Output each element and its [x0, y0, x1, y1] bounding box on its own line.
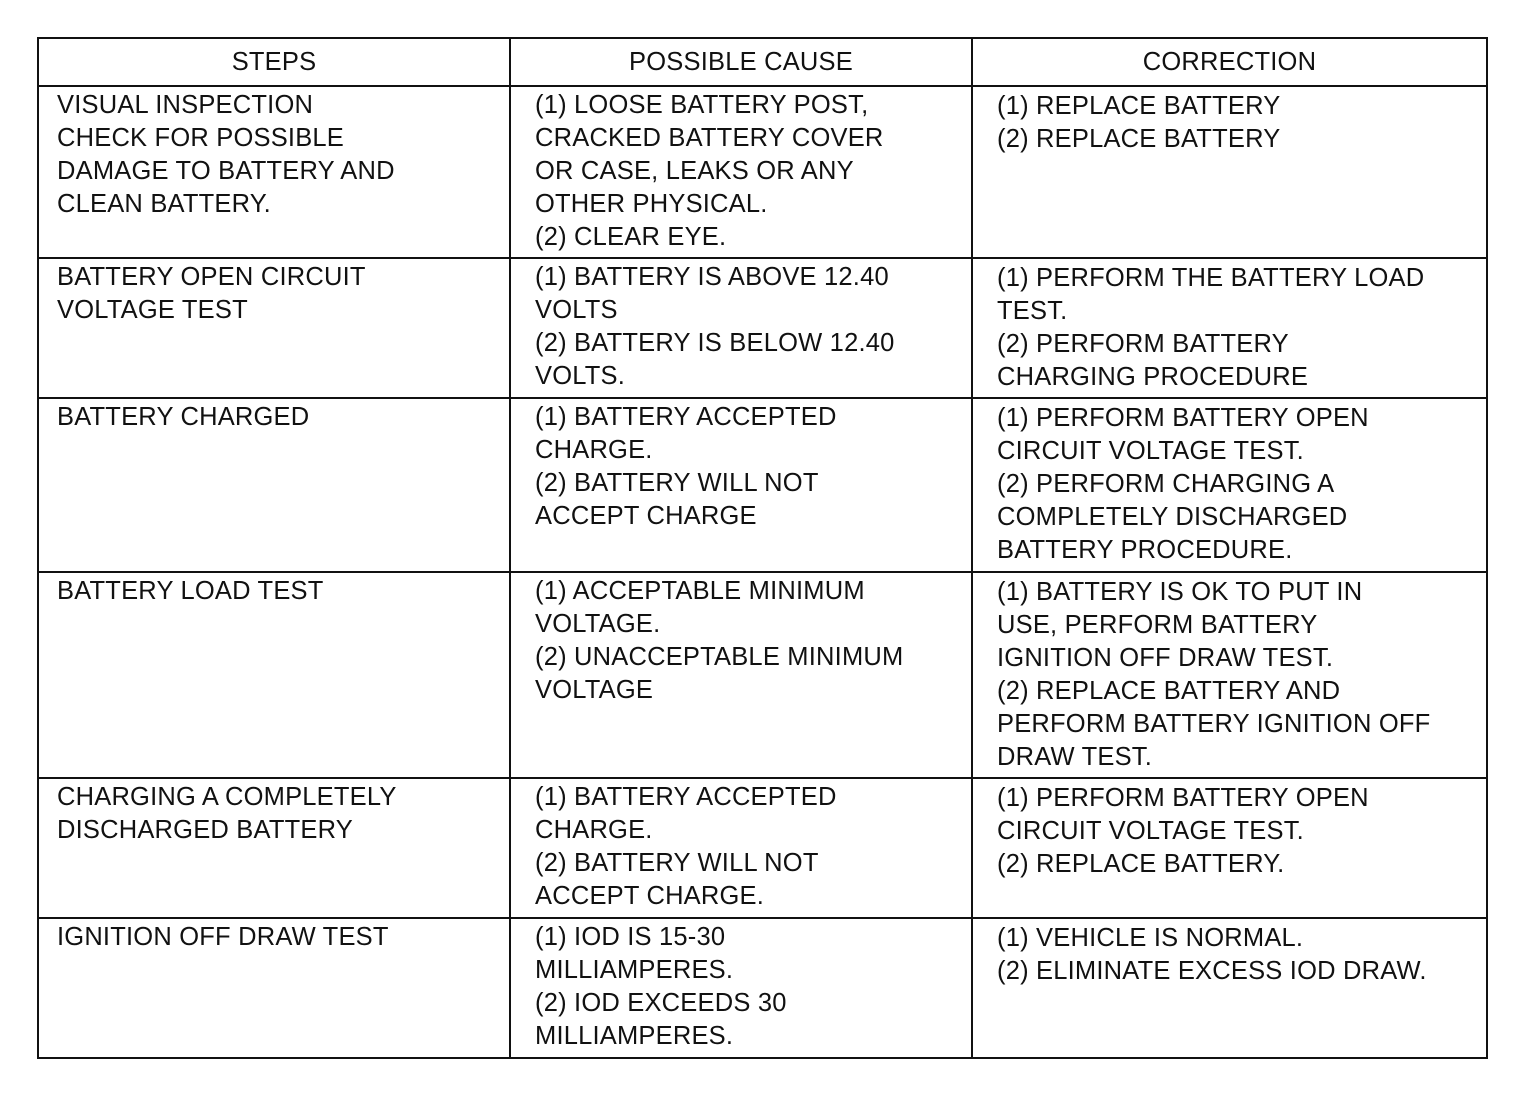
table-row [38, 572, 1487, 778]
table-row [38, 778, 1487, 918]
table-header [38, 38, 1487, 86]
step-cell: BATTERY OPEN CIRCUIT VOLTAGE TEST [38, 258, 510, 398]
possible-cause-cell: (1) IOD IS 15-30 MILLIAMPERES. (2) IOD EXCEEDS 30 MILLIAMPERES. [510, 918, 972, 1058]
possible-cause-cell: (1) BATTERY ACCEPTED CHARGE. (2) BATTERY WILL NOT ACCEPT CHARGE [510, 398, 972, 572]
step-cell: BATTERY CHARGED [38, 398, 510, 572]
header-row [38, 38, 1487, 86]
step-cell: IGNITION OFF DRAW TEST [38, 918, 510, 1058]
possible-cause-cell: (1) LOOSE BATTERY POST, CRACKED BATTERY COVER OR CASE, LEAKS OR ANY OTHER PHYSICAL. (2) CLEAR EYE. [510, 86, 972, 258]
correction-cell: (1) PERFORM BATTERY OPEN CIRCUIT VOLTAGE TEST. (2) PERFORM CHARGING A COMPLETELY DISCHARGED BATTERY PROCEDURE. [972, 398, 1487, 572]
step-cell: VISUAL INSPECTION CHECK FOR POSSIBLE DAMAGE TO BATTERY AND CLEAN BATTERY. [38, 86, 510, 258]
table-row [38, 86, 1487, 258]
header-steps: STEPS [38, 38, 510, 86]
possible-cause-cell: (1) ACCEPTABLE MINIMUM VOLTAGE. (2) UNACCEPTABLE MINIMUM VOLTAGE [510, 572, 972, 778]
header-correction: CORRECTION [972, 38, 1487, 86]
correction-cell: (1) BATTERY IS OK TO PUT IN USE, PERFORM BATTERY IGNITION OFF DRAW TEST. (2) REPLACE BATTERY AND PERFORM BATTERY IGNITION OFF DRAW TEST. [972, 572, 1487, 778]
battery-diagnosis-table [37, 37, 1488, 1059]
step-cell: CHARGING A COMPLETELY DISCHARGED BATTERY [38, 778, 510, 918]
table-row [38, 258, 1487, 398]
table-row [38, 398, 1487, 572]
correction-cell: (1) VEHICLE IS NORMAL. (2) ELIMINATE EXCESS IOD DRAW. [972, 918, 1487, 1058]
possible-cause-cell: (1) BATTERY IS ABOVE 12.40 VOLTS (2) BATTERY IS BELOW 12.40 VOLTS. [510, 258, 972, 398]
correction-cell: (1) PERFORM BATTERY OPEN CIRCUIT VOLTAGE TEST. (2) REPLACE BATTERY. [972, 778, 1487, 918]
table-body [38, 86, 1487, 1058]
correction-cell: (1) PERFORM THE BATTERY LOAD TEST. (2) PERFORM BATTERY CHARGING PROCEDURE [972, 258, 1487, 398]
header-possible-cause: POSSIBLE CAUSE [510, 38, 972, 86]
correction-cell: (1) REPLACE BATTERY (2) REPLACE BATTERY [972, 86, 1487, 258]
possible-cause-cell: (1) BATTERY ACCEPTED CHARGE. (2) BATTERY WILL NOT ACCEPT CHARGE. [510, 778, 972, 918]
step-cell: BATTERY LOAD TEST [38, 572, 510, 778]
table-row [38, 918, 1487, 1058]
